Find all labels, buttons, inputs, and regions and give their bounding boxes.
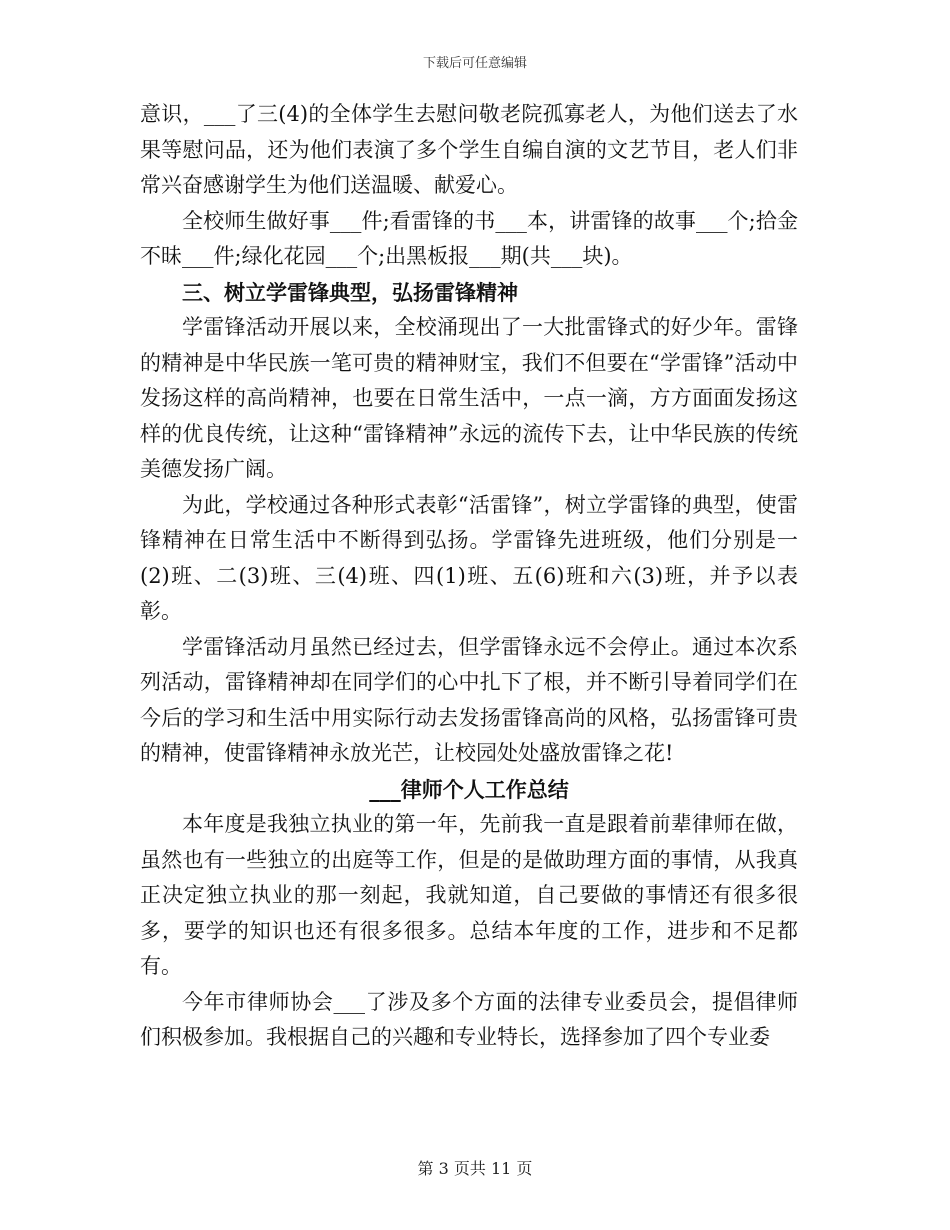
section-heading: 三、树立学雷锋典型，弘扬雷锋精神: [182, 279, 518, 305]
paragraph-2: 全校师生做好事___件;看雷锋的书___本，讲雷锋的故事___个;拾金不昧___件;绿化花园___个;出黑板报___期(共___块)。: [140, 208, 798, 268]
page-header: 下载后可任意编辑: [422, 56, 527, 71]
paragraph-7: 今年市律师协会___了涉及多个方面的法律专业委员会，提倡律师们积极参加。我根据自己的兴趣和专业特长，选择参加了四个专业委: [140, 989, 798, 1049]
paragraph-3: 学雷锋活动开展以来，全校涌现出了一大批雷锋式的好少年。雷锋的精神是中华民族一笔可贵的精神财宝，我们不但要在“学雷锋”活动中发扬这样的高尚精神，也要在日常生活中，一点一滴，方方面面发扬这样的优良传统，让这种“雷锋精神”永远的流传下去，让中华民族的传统美德发扬广阔。: [140, 315, 798, 481]
page-footer: 第 3 页共 11 页: [417, 1159, 533, 1178]
document-body: [140, 97, 798, 1056]
paragraph-1: 意识，___了三(4)的全体学生去慰问敬老院孤寡老人，为他们送去了水果等慰问品，还为他们表演了多个学生自编自演的文艺节目，老人们非常兴奋感谢学生为他们送温暖、献爱心。: [140, 102, 798, 197]
document-title: ___律师个人工作总结: [369, 776, 569, 802]
paragraph-6: 本年度是我独立执业的第一年，先前我一直是跟着前辈律师在做，虽然也有一些独立的出庭等工作，但是的是做助理方面的事情，从我真正决定独立执业的那一刻起，我就知道，自己要做的事情还有很多很多，要学的知识也还有很多很多。总结本年度的工作，进步和不足都有。: [140, 812, 798, 978]
paragraph-5: 学雷锋活动月虽然已经过去，但学雷锋永远不会停止。通过本次系列活动，雷锋精神却在同学们的心中扎下了根，并不断引导着同学们在今后的学习和生活中用实际行动去发扬雷锋高尚的风格，弘扬雷锋可贵的精神，使雷锋精神永放光芒，让校园处处盛放雷锋之花!: [140, 634, 798, 765]
paragraph-4: 为此，学校通过各种形式表彰“活雷锋”，树立学雷锋的典型，使雷锋精神在日常生活中不断得到弘扬。学雷锋先进班级，他们分别是一(2)班、二(3)班、三(4)班、四(1)班、五(6)班和六(3)班，并予以表彰。: [140, 492, 798, 623]
